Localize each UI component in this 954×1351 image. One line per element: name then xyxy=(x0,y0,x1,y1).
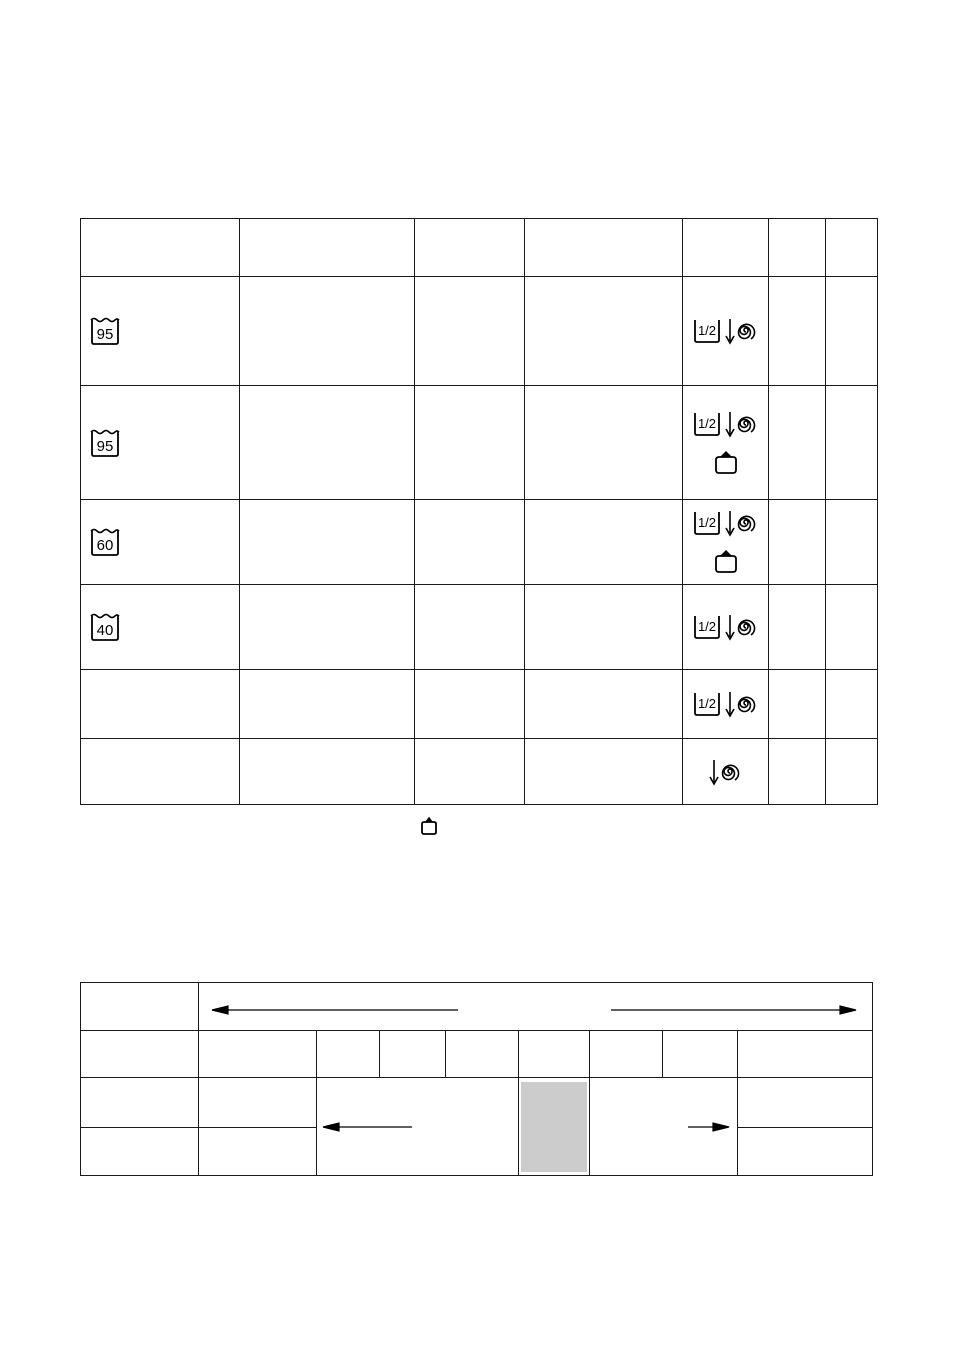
table-cell xyxy=(240,670,415,739)
table-cell xyxy=(525,670,683,739)
timeline-cell xyxy=(738,1078,873,1128)
table-cell xyxy=(415,670,525,739)
temperature-cell xyxy=(81,386,240,500)
timeline-cell xyxy=(317,1031,380,1078)
table-row xyxy=(81,585,878,670)
half-load-icon xyxy=(693,510,721,536)
temperature-cell xyxy=(81,500,240,585)
timeline-cell xyxy=(738,1128,873,1176)
table-cell xyxy=(240,500,415,585)
half-load-label: 1/2 xyxy=(697,619,716,634)
timeline-row xyxy=(81,1031,873,1078)
table-cell xyxy=(415,585,525,670)
table-cell xyxy=(240,739,415,805)
table-cell xyxy=(240,386,415,500)
timeline-cell xyxy=(590,1031,663,1078)
wash-tub-icon xyxy=(89,527,121,557)
timeline-span-right xyxy=(590,1078,738,1176)
half-load-label: 1/2 xyxy=(697,415,716,431)
half-load-icon xyxy=(693,614,721,640)
options-cell xyxy=(683,500,769,585)
options-line xyxy=(683,316,768,346)
temperature-cell xyxy=(81,670,240,739)
timeline-highlight-cell xyxy=(519,1078,590,1176)
header-cell xyxy=(525,219,683,277)
table-cell xyxy=(826,500,878,585)
options-line xyxy=(683,546,768,576)
header-cell xyxy=(81,219,240,277)
prewash-icon xyxy=(713,548,739,574)
options-cell xyxy=(683,739,769,805)
wash-temp-label: 95 xyxy=(96,326,114,343)
timeline-span-left xyxy=(317,1078,519,1176)
timeline-range-cell xyxy=(199,983,873,1031)
table-cell xyxy=(415,739,525,805)
table-cell xyxy=(525,386,683,500)
timeline-cell xyxy=(380,1031,446,1078)
options-line xyxy=(683,508,768,538)
timeline-cell xyxy=(199,1128,317,1176)
table-row xyxy=(81,670,878,739)
half-load-icon xyxy=(693,318,721,344)
table-cell xyxy=(240,277,415,386)
timeline-row xyxy=(81,1078,873,1128)
wash-temp-label: 60 xyxy=(96,537,114,554)
table-row xyxy=(81,739,878,805)
spin-icon xyxy=(725,613,759,641)
table-cell xyxy=(525,739,683,805)
options-line xyxy=(683,447,768,477)
half-load-icon xyxy=(693,691,721,717)
temperature-cell xyxy=(81,277,240,386)
wash-tub-icon xyxy=(89,316,121,346)
table-cell xyxy=(415,386,525,500)
table-cell xyxy=(826,585,878,670)
timeline-cell xyxy=(738,1031,873,1078)
table-header-row xyxy=(81,219,878,277)
options-cell xyxy=(683,386,769,500)
programme-table xyxy=(80,218,878,805)
timeline-cell xyxy=(519,1031,590,1078)
table-cell xyxy=(769,739,826,805)
timeline-table xyxy=(80,982,873,1176)
timeline-row xyxy=(81,983,873,1031)
options-line xyxy=(683,689,768,719)
table-row xyxy=(81,500,878,585)
spin-icon xyxy=(725,410,759,438)
table-cell xyxy=(769,500,826,585)
spin-icon xyxy=(725,509,759,537)
options-line xyxy=(683,757,768,787)
timeline-cell xyxy=(199,1078,317,1128)
prewash-icon xyxy=(418,815,440,837)
header-cell xyxy=(769,219,826,277)
table-row xyxy=(81,386,878,500)
timeline-label-cell xyxy=(81,1128,199,1176)
header-cell xyxy=(826,219,878,277)
table-row xyxy=(81,277,878,386)
temperature-cell xyxy=(81,585,240,670)
timeline-label-cell xyxy=(81,1078,199,1128)
spin-icon xyxy=(709,758,743,786)
timeline-label-cell xyxy=(81,983,199,1031)
timeline-label-cell xyxy=(81,1031,199,1078)
options-cell xyxy=(683,277,769,386)
table-cell xyxy=(769,670,826,739)
temperature-cell xyxy=(81,739,240,805)
table-cell xyxy=(240,585,415,670)
half-load-label: 1/2 xyxy=(697,323,716,338)
table-cell xyxy=(826,277,878,386)
table-cell xyxy=(826,739,878,805)
half-load-label: 1/2 xyxy=(697,515,716,530)
table-cell xyxy=(769,585,826,670)
spin-icon xyxy=(725,690,759,718)
header-cell xyxy=(240,219,415,277)
timeline-cell xyxy=(199,1031,317,1078)
header-cell xyxy=(683,219,769,277)
wash-tub-icon xyxy=(89,612,121,642)
options-cell xyxy=(683,670,769,739)
options-line xyxy=(683,612,768,642)
table-cell xyxy=(525,277,683,386)
table-cell xyxy=(415,277,525,386)
timeline-cell xyxy=(663,1031,738,1078)
table-cell xyxy=(826,386,878,500)
prewash-icon xyxy=(713,449,739,475)
wash-temp-label: 95 xyxy=(96,437,114,455)
options-cell xyxy=(683,585,769,670)
table-cell xyxy=(525,500,683,585)
spin-icon xyxy=(725,317,759,345)
header-cell xyxy=(415,219,525,277)
table-cell xyxy=(769,277,826,386)
table-cell xyxy=(415,500,525,585)
half-load-icon xyxy=(693,411,721,437)
table-cell xyxy=(826,670,878,739)
timeline-cell xyxy=(446,1031,519,1078)
options-line xyxy=(683,409,768,439)
half-load-label: 1/2 xyxy=(697,696,716,711)
table-cell xyxy=(769,386,826,500)
wash-temp-label: 40 xyxy=(96,622,114,639)
wash-tub-icon xyxy=(89,428,121,458)
table-cell xyxy=(525,585,683,670)
